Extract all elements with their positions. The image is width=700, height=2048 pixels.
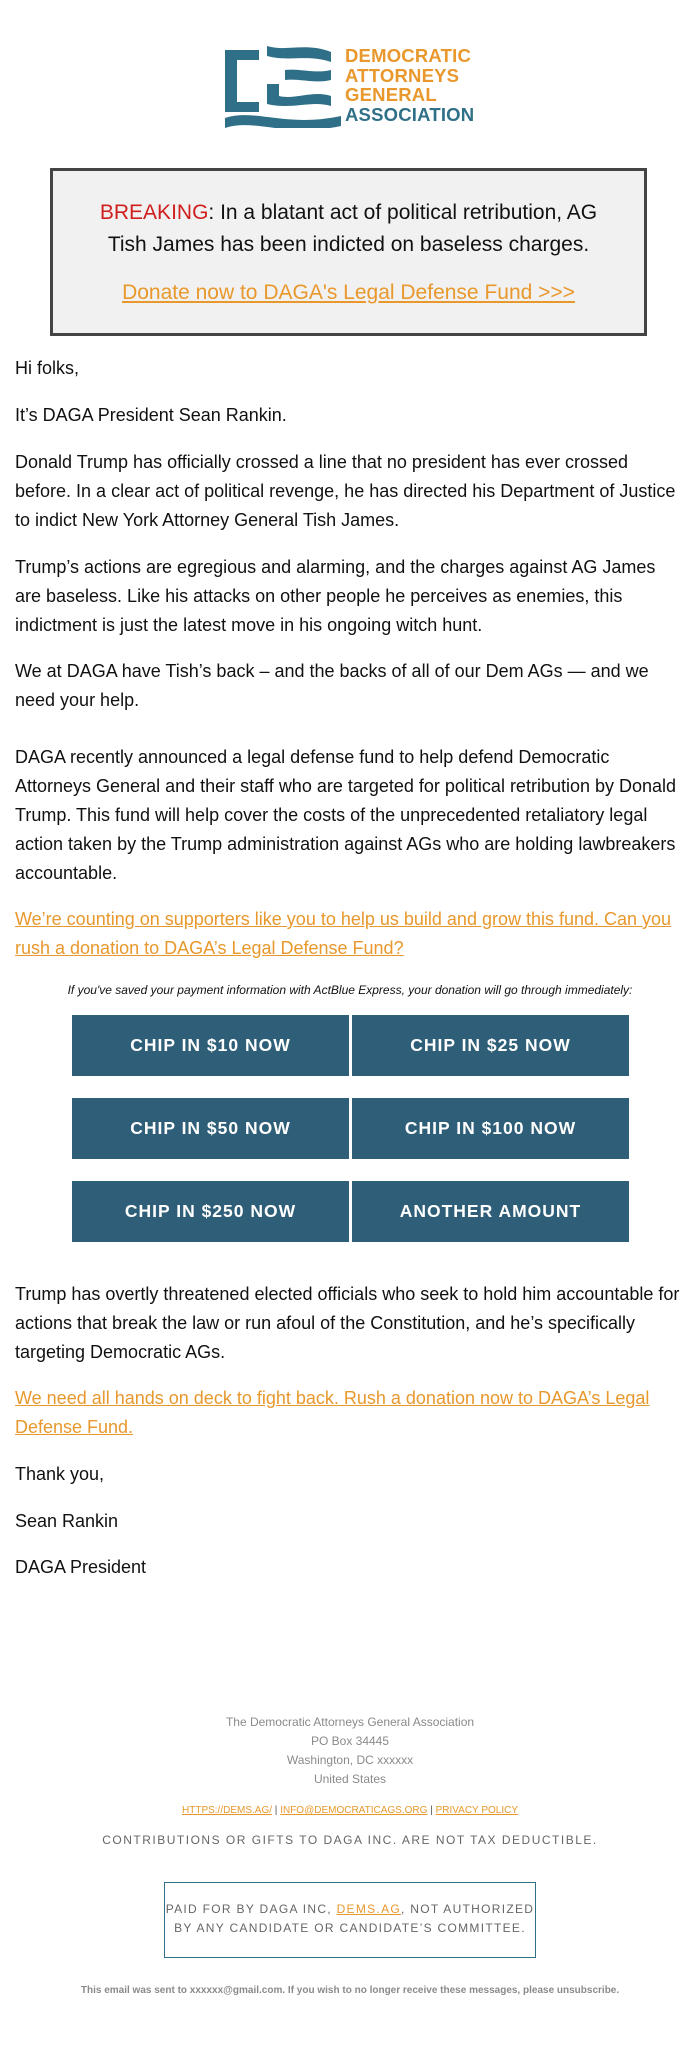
footer-country: United States (313, 1772, 387, 1786)
footer-city: Washington, DC xxxxxx (286, 1753, 414, 1767)
donate-cta-link[interactable]: We need all hands on deck to fight back. Rush a donation now to DAGA’s Legal Defense Fund. (15, 1388, 650, 1437)
paragraph (15, 743, 685, 888)
signature-name (15, 1507, 685, 1536)
footer-site-link[interactable]: HTTPS://DEMS.AG/ (182, 1805, 273, 1816)
paid-for-text-end: , NOT AUTHORIZED BY ANY CANDIDATE OR CANDIDATE’S COMMITTEE. (174, 1902, 535, 1935)
daga-logo[interactable] (225, 44, 485, 130)
chip-in-250-button[interactable]: CHIP IN $250 NOW (72, 1181, 349, 1242)
footer-separator: | (430, 1805, 433, 1816)
another-amount-button[interactable]: ANOTHER AMOUNT (352, 1181, 629, 1242)
paragraph (15, 1280, 685, 1367)
paid-for-site-link[interactable]: DEMS.AG (336, 1902, 402, 1916)
donate-cta (15, 1384, 685, 1442)
donate-cta-link[interactable]: We’re counting on supporters like you to help us build and grow this fund. Can you rush a donation to DAGA’s Legal Defense Fund? (15, 909, 672, 958)
paragraph (15, 657, 685, 715)
intro (15, 401, 685, 430)
chip-in-100-button[interactable]: CHIP IN $100 NOW (352, 1098, 629, 1159)
signature-title-text: DAGA President (15, 1557, 147, 1577)
logo-line: ATTORNEYS (345, 64, 460, 86)
paragraph (15, 553, 685, 640)
paragraph-text: Trump has overtly threatened elected officials who seek to hold him accountable for actions that break the law or run afoul of the Constitution, and he’s specifically targeting Democratic AGs. (15, 1284, 680, 1362)
breaking-banner (50, 168, 647, 336)
donate-cta (15, 905, 685, 963)
logo-line: ASSOCIATION (345, 103, 475, 125)
paragraph-text: We at DAGA have Tish’s back – and the backs of all of our Dem AGs — and we need your help. (15, 661, 649, 710)
footer-org: The Democratic Attorneys General Association (225, 1715, 475, 1729)
chip-in-25-button[interactable]: CHIP IN $25 NOW (352, 1015, 629, 1076)
daga-logo-mark-icon (225, 46, 341, 128)
paid-for-box (164, 1882, 536, 1958)
breaking-label: BREAKING (99, 201, 209, 224)
logo-line: DEMOCRATIC (345, 45, 472, 66)
footer-separator: | (274, 1805, 278, 1816)
intro-text: It’s DAGA President Sean Rankin. (15, 405, 287, 425)
signature-title (15, 1553, 685, 1582)
paragraph-text: DAGA recently announced a legal defense fund to help defend Democratic Attorneys General and their staff who are targeted for political retribution by Donald Trump. This fund will help cover the costs of the unprecedented retaliatory legal action taken by the Trump administration against AGs who are holding lawbreakers accountable. (15, 747, 677, 883)
actblue-express-note: If you've saved your payment information with ActBlue Express, your donation will go through immediately: (67, 983, 633, 997)
breaking-text: : In a blatant act of political retribution, AG Tish James has been indicted on baseless charges. (107, 201, 598, 256)
footer-address (0, 1713, 700, 1789)
breaking-headline (89, 197, 608, 261)
greeting (15, 354, 685, 383)
paid-for-text: PAID FOR BY DAGA INC, (165, 1902, 337, 1916)
signature-name-text: Sean Rankin (15, 1511, 119, 1531)
greeting-text: Hi folks, (15, 358, 80, 378)
signoff-text: Thank you, (15, 1464, 105, 1484)
donate-legal-fund-link[interactable]: Donate now to DAGA's Legal Defense Fund >>> (122, 281, 575, 304)
signoff (15, 1460, 685, 1489)
chip-in-10-button[interactable]: CHIP IN $10 NOW (72, 1015, 349, 1076)
tax-disclaimer: CONTRIBUTIONS OR GIFTS TO DAGA INC. ARE NOT TAX DEDUCTIBLE. (102, 1833, 598, 1847)
logo-line: GENERAL (345, 84, 437, 105)
footer-email-link[interactable]: INFO@DEMOCRATICAGS.ORG (280, 1805, 428, 1816)
chip-in-50-button[interactable]: CHIP IN $50 NOW (72, 1098, 349, 1159)
footer-privacy-link[interactable]: PRIVACY POLICY (435, 1805, 518, 1816)
sent-to-notice: This email was sent to xxxxxx@gmail.com. If you wish to no longer receive these messages, please unsubscribe. (80, 1985, 620, 1996)
footer-pobox: PO Box 34445 (310, 1734, 390, 1748)
paragraph (15, 448, 685, 535)
paragraph-text: Donald Trump has officially crossed a line that no president has ever crossed before. In a clear act of political revenge, he has directed his Department of Justice to indict New York Attorney General Tish James. (15, 452, 676, 530)
logo-wordmark (345, 46, 474, 124)
footer-links (0, 1805, 700, 1816)
paragraph-text: Trump’s actions are egregious and alarming, and the charges against AG James are baseless. Like his attacks on other people he perceives as enemies, this indictment is just the latest move in his ongoing witch hunt. (15, 557, 656, 635)
